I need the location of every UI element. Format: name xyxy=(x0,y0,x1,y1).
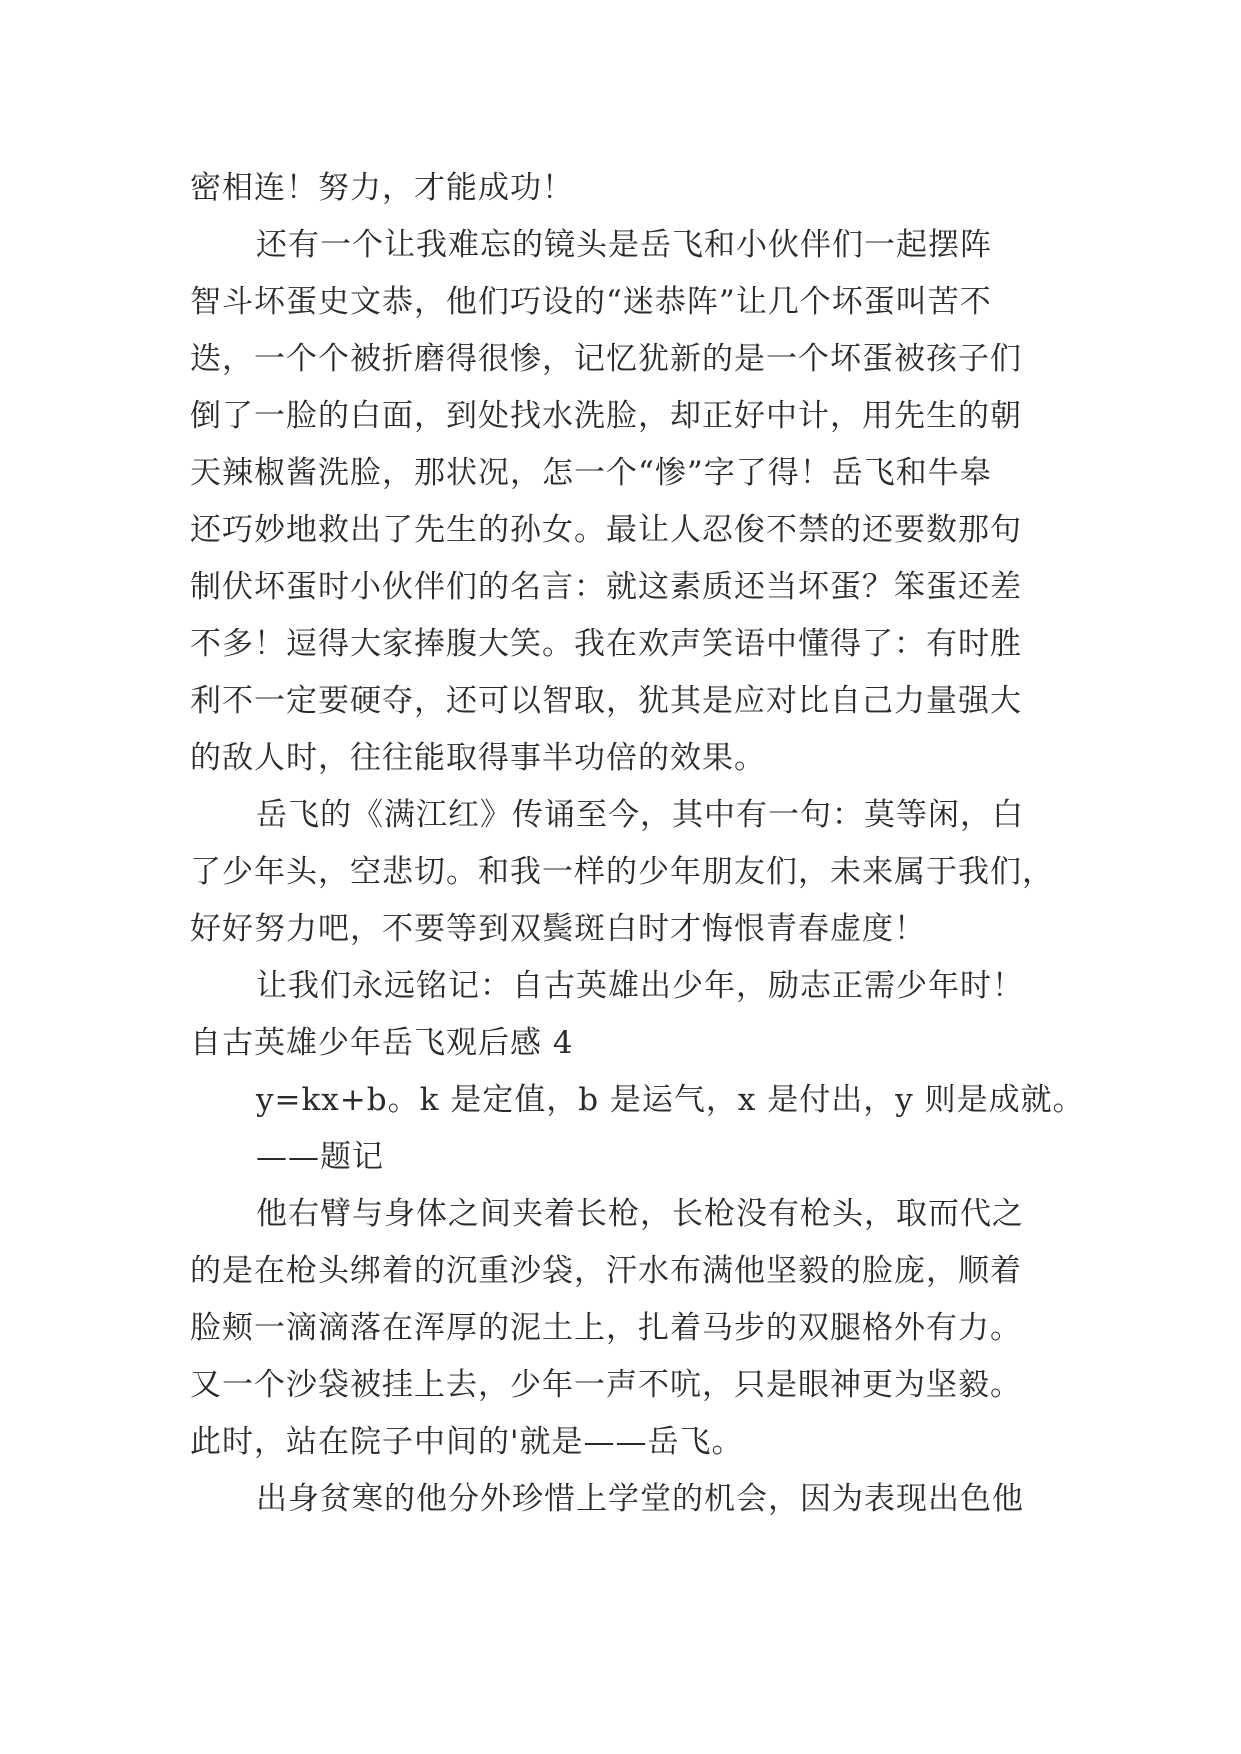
text-line: 制伏坏蛋时小伙伴们的名言：就这素质还当坏蛋？笨蛋还差 xyxy=(190,569,1022,605)
text-line: 岳飞的《满江红》传诵至今，其中有一句：莫等闲，白 xyxy=(256,797,1024,833)
text-line: 利不一定要硬夺，还可以智取，犹其是应对比自己力量强大 xyxy=(190,683,1022,719)
epigraph-attribution: ——题记 xyxy=(256,1139,384,1175)
text-line: 的是在枪头绑着的沉重沙袋，汗水布满他坚毅的脸庞，顺着 xyxy=(190,1253,1022,1289)
text-line: 不多！逗得大家捧腹大笑。我在欢声笑语中懂得了：有时胜 xyxy=(190,626,1022,662)
text-line: 的敌人时，往往能取得事半功倍的效果。 xyxy=(190,740,766,776)
document-body xyxy=(190,160,1085,1528)
text-line: 脸颊一滴滴落在浑厚的泥土上，扎着马步的双腿格外有力。 xyxy=(190,1310,1022,1346)
epigraph-formula: y=kx+b。k 是定值，b 是运气，x 是付出，y 则是成就。 xyxy=(256,1082,1085,1118)
text-line: 还巧妙地救出了先生的孙女。最让人忍俊不禁的还要数那句 xyxy=(190,512,1022,548)
text-line: 此时，站在院子中间的'就是——岳飞。 xyxy=(190,1424,744,1460)
text-line: 迭，一个个被折磨得很惨，记忆犹新的是一个坏蛋被孩子们 xyxy=(190,341,1022,377)
text-line: 好好努力吧，不要等到双鬓斑白时才悔恨青春虚度！ xyxy=(190,911,926,947)
section-heading: 自古英雄少年岳飞观后感 4 xyxy=(190,1025,574,1061)
text-line: 他右臂与身体之间夹着长枪，长枪没有枪头，取而代之 xyxy=(256,1196,1024,1232)
text-line: 倒了一脸的白面，到处找水洗脸，却正好中计，用先生的朝 xyxy=(190,398,1022,434)
text-line: 又一个沙袋被挂上去，少年一声不吭，只是眼神更为坚毅。 xyxy=(190,1367,1022,1403)
text-line: 让我们永远铭记：自古英雄出少年，励志正需少年时！ xyxy=(256,968,1024,1004)
text-line: 天辣椒酱洗脸，那状况，怎一个“惨”字了得！岳飞和牛皋 xyxy=(190,455,992,491)
text-line: 密相连！努力，才能成功！ xyxy=(190,170,574,206)
text-line: 了少年头，空悲切。和我一样的少年朋友们，未来属于我们， xyxy=(190,854,1054,890)
text-line: 还有一个让我难忘的镜头是岳飞和小伙伴们一起摆阵 xyxy=(256,227,992,263)
text-line: 智斗坏蛋史文恭，他们巧设的“迷恭阵”让几个坏蛋叫苦不 xyxy=(190,284,992,320)
text-line: 出身贫寒的他分外珍惜上学堂的机会，因为表现出色他 xyxy=(256,1481,1024,1517)
